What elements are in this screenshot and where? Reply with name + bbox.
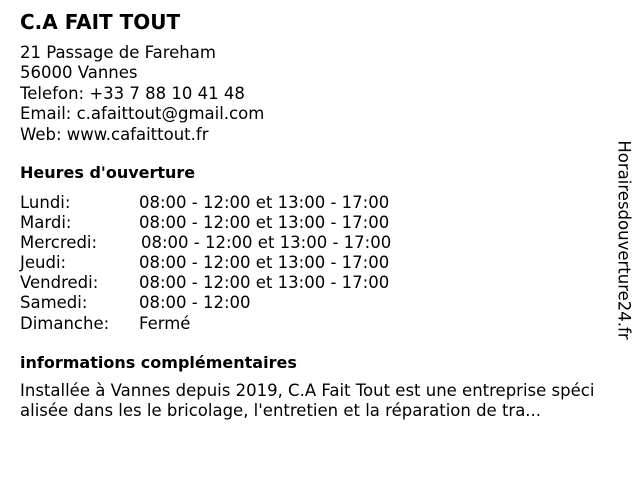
time-value: Fermé <box>139 313 191 333</box>
business-name: C.A FAIT TOUT <box>20 10 181 34</box>
phone-number: Telefon: +33 7 88 10 41 48 <box>20 83 245 103</box>
day-label: Dimanche: <box>20 313 110 333</box>
website: Web: www.cafaittout.fr <box>20 124 209 144</box>
description-text <box>20 381 620 422</box>
hours-heading: Heures d'ouverture <box>20 163 196 182</box>
time-value: 08:00 - 12:00 et 13:00 - 17:00 <box>139 193 390 212</box>
description-line-2: alisée dans les le bricolage, l'entretien et la réparation de tra... <box>20 401 542 421</box>
day-label: Mardi: <box>20 213 72 233</box>
email-address: Email: c.afaittout@gmail.com <box>20 104 265 124</box>
day-label: Samedi: <box>20 293 88 313</box>
site-watermark: Horairesdouverture24.fr <box>614 140 634 340</box>
time-value: 08:00 - 12:00 et 13:00 - 17:00 <box>139 253 390 273</box>
address-line-2: 56000 Vannes <box>20 63 138 83</box>
day-label: Vendredi: <box>20 273 99 293</box>
day-label: Jeudi: <box>20 253 67 273</box>
time-value: 08:00 - 12:00 et 13:00 - 17:00 <box>141 233 392 253</box>
time-value: 08:00 - 12:00 et 13:00 - 17:00 <box>139 273 390 293</box>
info-heading: informations complémentaires <box>20 353 297 372</box>
time-value: 08:00 - 12:00 et 13:00 - 17:00 <box>139 213 390 233</box>
description-line-1: Installée à Vannes depuis 2019, C.A Fait Tout est une entreprise spéci <box>20 381 595 400</box>
day-label: Mercredi: <box>20 233 98 253</box>
address-line-1: 21 Passage de Fareham <box>20 43 216 62</box>
time-value: 08:00 - 12:00 <box>139 293 251 313</box>
day-label: Lundi: <box>20 193 71 212</box>
contact-block <box>20 43 264 145</box>
